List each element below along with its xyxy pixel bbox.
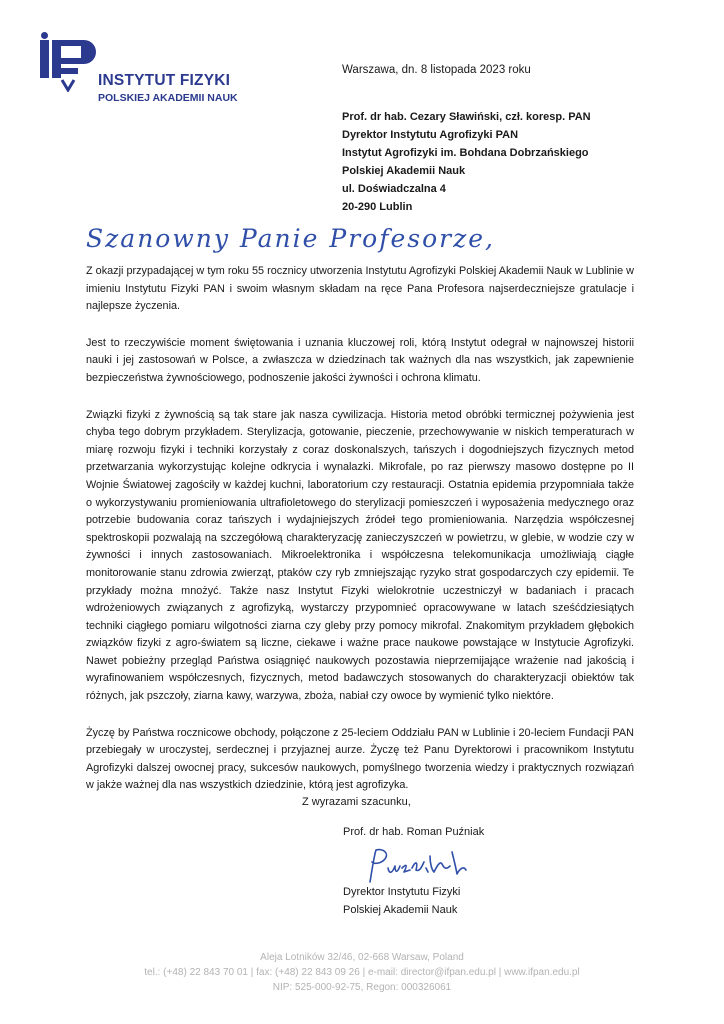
footer-address: Aleja Lotników 32/46, 02-668 Warsaw, Poland	[260, 952, 464, 963]
footer-contact: tel.: (+48) 22 843 70 01 | fax: (+48) 22 843 09 26 | e-mail: director@ifpan.edu.pl | www.ifpan.edu.pl	[144, 967, 580, 978]
paragraph: Z okazji przypadającej w tym roku 55 rocznicy utworzenia Instytutu Agrofizyki Polskiej Akademii Nauk w Lublinie w imieniu Instytutu Fizyki PAN i swoim własnym składam na ręce Pana Profesora najserdeczniejsze gratulacje i najlepsze życzenia.	[86, 265, 634, 313]
handwritten-salutation: Szanowny Panie Profesorze,	[86, 224, 495, 253]
institute-name: INSTYTUT FIZYKI	[98, 72, 231, 89]
institute-subtitle: POLSKIEJ AKADEMII NAUK	[98, 92, 238, 104]
signer-name: Prof. dr hab. Roman Puźniak	[343, 826, 485, 838]
recipient-line: Instytut Agrofizyki im. Bohdana Dobrzańskiego	[342, 147, 589, 159]
signer-title-line: Polskiej Akademii Nauk	[343, 904, 458, 916]
closing-phrase: Z wyrazami szacunku,	[302, 796, 411, 808]
paragraph: Związki fizyki z żywnością są tak stare jak nasza cywilizacja. Historia metod obróbki termicznej pożywienia jest chyba tego dobrym przykładem. Sterylizacja, gotowanie, pieczenie, przechowywanie w niskich temperaturach w miarę rozwoju fizyki i techniki korzystały z coraz doskonalszych, tańszych i dogodniejszych fizycznych metod przetwarzania wykorzystując kolejne odkrycia i wynalazki. Mikrofale, po raz pierwszy masowo dostępne po II Wojnie Światowej zagościły w każdej kuchni, laboratorium czy restauracji. Ostatnia epidemia przypomniała także o wykorzystywaniu promieniowania ultrafioletowego do sterylizacji pomieszczeń i wyposażenia medycznego oraz potrzebie budowania coraz tańszych i wydajniejszych źródeł tego promieniowania. Narzędzia współczesnej spektroskopii pozwalają na szczegółową charakteryzację zanieczyszczeń w powietrzu, w glebie, w wodzie czy w żywności i innych zastosowaniach. Mikroelektronika i współczesna telekomunikacja umożliwiają ciągłe monitorowanie stanu zdrowia zwierząt, ptaków czy ryb zmniejszając ryzyko strat gospodarczych czy epidemii. Te przykłady można mnożyć. Także nasz Instytut Fizyki wielokrotnie uczestniczył w badaniach i pracach wdrożeniowych związanych z agrofizyką, wystarczy przypomnieć opracowywane w latach sześćdziesiątych techniki ciągłego pomiaru wilgotności ziarna czy gleby przy pomocy mikrofal. Znakomitym przykładem głębokich związków fizyki z agro-światem są liczne, ciekawe i ważne prace naukowe powstające w Instytucie Agrofizyki. Nawet pobieżny przegląd Państwa osiągnięć naukowych pozostawia nieprzemijające wrażenie nad jakością i wyrafinowaniem współczesnych, fizycznych, metod badawczych stosowanych do charakteryzacji obiektów tak różnych, jak pszczoły, ziarna kawy, warzywa, zboża, nabiał czy owoce by wymienić tylko niektóre.	[86, 408, 634, 703]
signer-title-line: Dyrektor Instytutu Fizyki	[343, 886, 461, 898]
recipient-line: ul. Doświadczalna 4	[342, 183, 446, 195]
paragraph: Jest to rzeczywiście moment świętowania i uznania kluczowej roli, którą Instytut odegrał w najnowszej historii nauki i jej zastosowań w Polsce, a zwłaszcza w dziedzinach tak ważnych dla nas wszystkich, jak zapewnienie bezpieczeństwa żywnościowego, podnoszenie jakości żywności i ochrona klimatu.	[86, 336, 634, 384]
institute-logo	[38, 32, 238, 112]
recipient-line: Dyrektor Instytutu Agrofizyki PAN	[342, 129, 519, 141]
recipient-line: 20-290 Lublin	[342, 201, 413, 213]
paragraph: Życzę by Państwa rocznicowe obchody, połączone z 25-leciem Oddziału PAN w Lublinie i 20-leciem Fundacji PAN przebiegały w uroczystej, serdecznej i przyjaznej aurze. Życzę też Panu Dyrektorowi i pracownikom Instytutu Agrofizyki dalszej owocnej pracy, sukcesów naukowych, pomyślnego tworzenia wiedzy i praktycznych rozwiązań w jakże ważnej dla nas wszystkich dziedzinie, którą jest agrofizyka.	[86, 726, 634, 792]
recipient-line: Polskiej Akademii Nauk	[342, 165, 466, 177]
ifpan-logo-icon	[38, 32, 96, 92]
place-date: Warszawa, dn. 8 listopada 2023 roku	[342, 64, 531, 76]
recipient-address	[342, 108, 591, 216]
footer-registration: NIP: 525-000-92-75, Regon: 000326061	[272, 982, 452, 993]
handwritten-signature	[362, 846, 482, 886]
letter-body	[86, 263, 634, 814]
recipient-line: Prof. dr hab. Cezary Sławiński, czł. koresp. PAN	[342, 111, 591, 123]
